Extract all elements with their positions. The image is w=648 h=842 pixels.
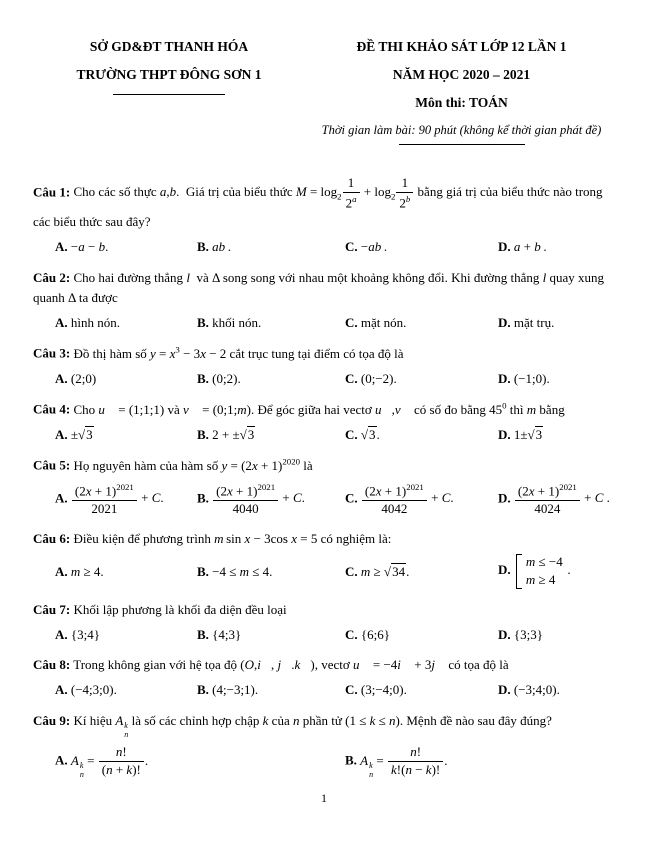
option-text: $\frac{(2x + 1)^{2021}}{4040}$ + C.	[212, 490, 305, 505]
options-row	[33, 625, 618, 645]
question-label: Câu 6:	[33, 530, 71, 546]
option-a	[55, 481, 193, 518]
question-stem: Kí hiệu A k n là số các chỉnh hợp chập k của n phần tử (1 ≤ k ≤ n). Mệnh đề nào sau đây đúng?	[73, 712, 552, 739]
option-label: C.	[345, 370, 358, 386]
option-c	[345, 680, 494, 700]
option-b	[197, 313, 341, 333]
option-text: 2 + ±√3	[212, 426, 255, 442]
option-label: A.	[55, 563, 68, 579]
option-label: D.	[498, 490, 511, 506]
option-text: (0;2).	[212, 370, 241, 386]
question-label: Câu 8:	[33, 657, 71, 673]
question-stem: Trong không gian với hệ tọa độ (O,i⃗, j⃗.k⃗), vectơ u⃗ = −4i⃗ + 3j⃗ có tọa độ là	[73, 657, 509, 673]
option-label: B.	[197, 426, 209, 442]
option-label: B.	[197, 239, 209, 254]
options-row	[33, 554, 618, 589]
option-d	[498, 425, 618, 445]
header-school-block	[33, 38, 305, 95]
option-a	[55, 369, 193, 389]
option-b	[197, 237, 341, 257]
option-label: D.	[498, 314, 511, 330]
question-stem: Cho các số thực a,b. Giá trị của biểu thức $M = \log_2$ $\frac{1}{2^a}$ + $\log_2$ $\frac{1}{2^b}$ bằng giá trị của biểu thức nào trong các biểu thức sau đây?	[33, 174, 603, 229]
option-label: B.	[345, 752, 357, 768]
option-label: C.	[345, 563, 358, 579]
option-a	[55, 744, 341, 779]
question-label: Câu 3:	[33, 345, 71, 361]
options-row	[33, 744, 618, 779]
option-text: −a − b.	[70, 239, 109, 254]
option-text: mặt nón.	[360, 314, 407, 330]
question-block	[33, 655, 618, 700]
question-block	[33, 175, 618, 257]
option-label: C.	[345, 314, 358, 330]
option-label: D.	[498, 370, 511, 386]
options-row	[33, 313, 618, 333]
question-stem: Họ nguyên hàm của hàm số $y = (2x + 1)^{2020}$ là	[73, 456, 313, 473]
option-text: (−3;4;0).	[513, 682, 560, 698]
options-row	[33, 237, 618, 257]
option-label: A.	[55, 426, 68, 442]
option-a	[55, 313, 193, 333]
question-label: Câu 1:	[33, 184, 71, 200]
option-c	[345, 425, 494, 445]
option-label: D.	[498, 626, 511, 642]
page-number: 1	[321, 791, 327, 805]
question-label: Câu 2:	[33, 269, 71, 285]
option-a	[55, 625, 193, 645]
option-label: C.	[345, 426, 358, 442]
question-block	[33, 268, 618, 333]
exam-title: ĐỀ THI KHẢO SÁT LỚP 12 LẦN 1	[356, 39, 567, 54]
option-b	[197, 369, 341, 389]
option-label: B.	[197, 626, 209, 642]
question-stem: Cho hai đường thẳng l và Δ song song với nhau một khoảng không đổi. Khi đường thẳng l quay xung quanh Δ ta được	[33, 269, 605, 305]
option-text: (2;0)	[70, 370, 97, 386]
option-text: ±√3	[70, 426, 93, 442]
option-label: A.	[55, 370, 68, 386]
question-stem: Cho u⃗ = (1;1;1) và v⃗ = (0;1;m). Để góc giữa hai vectơ u⃗,v⃗ có số đo bằng $45^0$ thì m bằng	[73, 400, 565, 417]
question-label: Câu 9:	[33, 712, 71, 728]
option-a	[55, 425, 193, 445]
options-row	[33, 369, 618, 389]
option-text: (−4;3;0).	[70, 682, 117, 698]
header-left-rule	[113, 94, 225, 95]
duration-note: Thời gian làm bài: 90 phút (không kể thời gian phát đề)	[321, 122, 602, 137]
option-text: m ≥ 4.	[70, 563, 104, 579]
question-stem: Điều kiện để phương trình m sin x − 3cos x = 5 có nghiệm là:	[73, 530, 392, 546]
option-d	[498, 313, 618, 333]
option-text: {4;3}	[212, 626, 242, 642]
option-d	[498, 237, 618, 257]
option-d	[498, 680, 618, 700]
option-c	[345, 481, 494, 518]
options-row	[33, 425, 618, 445]
option-d	[498, 554, 618, 589]
option-d	[498, 369, 618, 389]
option-text: {3;3}	[513, 626, 543, 642]
option-label: B.	[197, 490, 209, 506]
question-stem: Khối lập phương là khối đa diện đều loại	[73, 601, 287, 617]
question-block	[33, 529, 618, 589]
school-name: TRƯỜNG THPT ĐÔNG SƠN 1	[76, 67, 262, 83]
page-footer	[0, 791, 648, 806]
option-text: (−1;0).	[513, 370, 550, 386]
options-row	[33, 481, 618, 518]
header-right-rule	[399, 144, 525, 145]
option-text: (0;−2).	[360, 370, 397, 386]
option-text: ab .	[212, 239, 232, 254]
option-label: B.	[197, 563, 209, 579]
header-exam-block	[305, 38, 618, 145]
option-b	[345, 744, 618, 779]
question-label: Câu 4:	[33, 401, 71, 417]
option-text: √3.	[360, 426, 380, 442]
option-label: A.	[55, 626, 68, 642]
option-text: $\frac{(2x + 1)^{2021}}{2021}$ + C.	[71, 490, 164, 505]
option-text: m ≥ √34.	[360, 563, 410, 579]
options-row	[33, 680, 618, 700]
option-label: D.	[498, 426, 511, 442]
option-c	[345, 562, 494, 582]
option-label: A.	[55, 314, 68, 330]
option-text: (4;−3;1).	[212, 682, 259, 698]
question-block	[33, 343, 618, 388]
question-block	[33, 600, 618, 645]
option-label: C.	[345, 490, 358, 506]
question-block	[33, 711, 618, 779]
option-a	[55, 680, 193, 700]
option-c	[345, 313, 494, 333]
option-text: −ab .	[360, 239, 388, 254]
option-label: A.	[55, 752, 68, 768]
question-label: Câu 7:	[33, 601, 71, 617]
option-label: A.	[55, 239, 68, 254]
option-text: A k n = $\frac{n!}{k!(n - k)!}$ .	[360, 744, 448, 779]
option-label: B.	[197, 314, 209, 330]
option-c	[345, 369, 494, 389]
questions	[33, 175, 618, 780]
option-text: khối nón.	[212, 314, 262, 330]
question-stem: Đồ thị hàm số $y = x^3 - 3x - 2$ cắt trục tung tại điểm có tọa độ là	[73, 344, 404, 361]
option-label: A.	[55, 682, 68, 698]
option-label: B.	[197, 370, 209, 386]
option-a	[55, 237, 193, 257]
option-text: {3;4}	[70, 626, 100, 642]
option-b	[197, 425, 341, 445]
option-d	[498, 481, 618, 518]
option-label: B.	[197, 682, 209, 698]
question-label: Câu 5:	[33, 457, 71, 473]
option-label: C.	[345, 682, 358, 698]
option-a	[55, 562, 193, 582]
option-b	[197, 481, 341, 518]
option-label: C.	[345, 626, 358, 642]
exam-header	[33, 38, 618, 145]
option-text: (3;−4;0).	[360, 682, 407, 698]
option-c	[345, 237, 494, 257]
option-text: a + b .	[513, 239, 547, 254]
option-b	[197, 680, 341, 700]
option-label: D.	[498, 562, 511, 578]
option-text: $\frac{(2x + 1)^{2021}}{4024}$ + C .	[514, 490, 610, 505]
option-b	[197, 562, 341, 582]
option-text: $\frac{(2x + 1)^{2021}}{4042}$ + C.	[361, 490, 454, 505]
department-name: SỞ GD&ĐT THANH HÓA	[89, 39, 249, 54]
option-label: C.	[345, 239, 358, 254]
option-c	[345, 625, 494, 645]
option-text: m ≤ −4 m ≥ 4 .	[514, 562, 571, 577]
option-b	[197, 625, 341, 645]
school-year: NĂM HỌC 2020 – 2021	[392, 67, 531, 83]
option-label: D.	[498, 239, 511, 254]
subject: Môn thi: TOÁN	[415, 95, 508, 111]
option-text: −4 ≤ m ≤ 4.	[212, 563, 273, 579]
option-text: mặt trụ.	[513, 314, 555, 330]
option-d	[498, 625, 618, 645]
option-text: A k n = $\frac{n!}{(n + k)!}$ .	[70, 744, 149, 779]
option-text: 1±√3	[513, 426, 543, 442]
option-text: {6;6}	[360, 626, 390, 642]
option-label: A.	[55, 490, 68, 506]
question-block	[33, 455, 618, 518]
option-text: hình nón.	[70, 314, 121, 330]
question-block	[33, 399, 618, 444]
option-label: D.	[498, 682, 511, 698]
